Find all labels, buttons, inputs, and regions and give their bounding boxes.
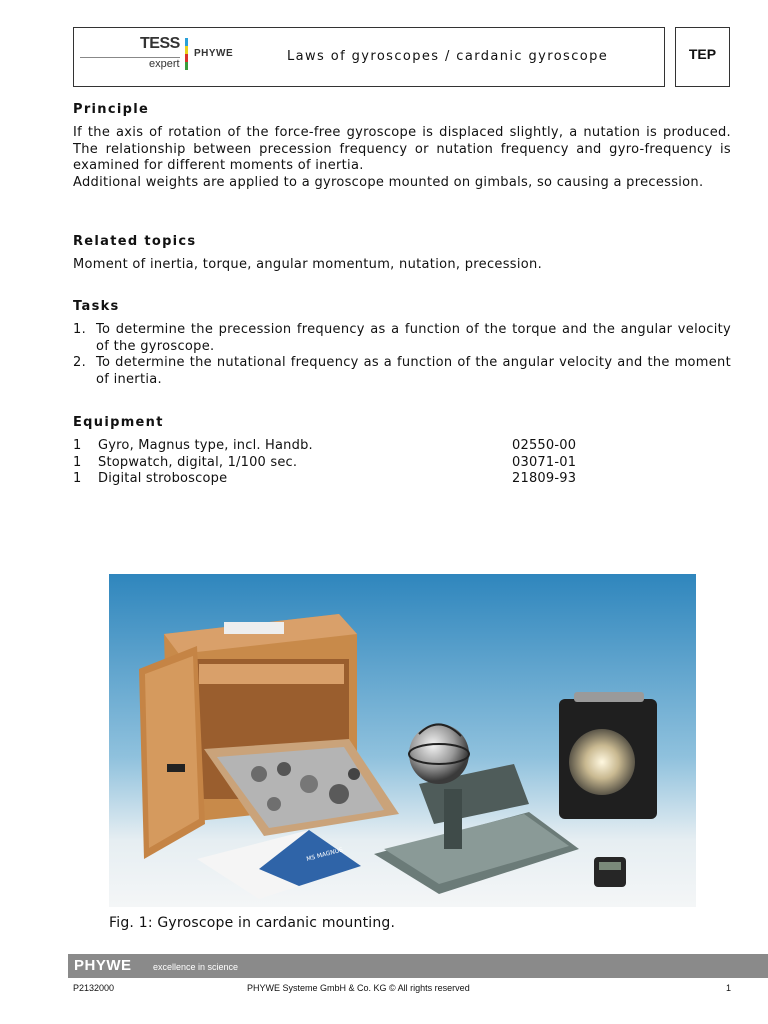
related-heading: Related topics xyxy=(73,234,197,249)
task-text: To determine the nutational frequency as a function of the angular velocity and the moment of inertia. xyxy=(96,355,731,387)
footer-bar xyxy=(68,954,768,978)
logo-color-bar xyxy=(185,38,188,70)
gyroscope-photo xyxy=(109,574,696,907)
phywe-logo: PHYWE xyxy=(194,48,234,59)
figure-caption: Fig. 1: Gyroscope in cardanic mounting. xyxy=(109,915,396,931)
equipment-row xyxy=(73,438,731,455)
header-box xyxy=(73,27,665,87)
document-id: P2132000 xyxy=(73,983,115,993)
tasks-section xyxy=(73,299,731,388)
tess-logo: TESS xyxy=(140,35,180,52)
copyright-notice: PHYWE Systeme GmbH & Co. KG © All rights reserved xyxy=(247,983,470,993)
principle-heading: Principle xyxy=(73,102,150,117)
task-item xyxy=(73,355,731,388)
task-item xyxy=(73,322,731,355)
principle-text-2: Additional weights are applied to a gyroscope mounted on gimbals, so causing a precession. xyxy=(73,174,704,190)
related-section xyxy=(73,234,731,274)
tess-logo-sub: expert xyxy=(149,58,180,70)
equipment-qty: 1 xyxy=(73,454,82,470)
equipment-name: Digital stroboscope xyxy=(98,471,228,486)
equipment-row xyxy=(73,455,731,472)
related-text: Moment of inertia, torque, angular momentum, nutation, precession. xyxy=(73,257,542,272)
principle-text: If the axis of rotation of the force-free gyroscope is displaced slightly, a nutation is produced. The relationship between precession frequency or nutation frequency and gyro-frequency is examined for different moments of inertia. xyxy=(73,125,731,173)
equipment-code: 21809-93 xyxy=(512,471,577,486)
equipment-code: 03071-01 xyxy=(512,454,577,470)
gyroscope-photo-illustration xyxy=(109,574,696,907)
equipment-heading: Equipment xyxy=(73,415,164,430)
task-text: To determine the precession frequency as a function of the torque and the angular velocity of the gyroscope. xyxy=(96,322,731,354)
equipment-name: Gyro, Magnus type, incl. Handb. xyxy=(98,438,313,453)
page-number: 1 xyxy=(726,983,732,993)
task-number: 1. xyxy=(73,322,87,337)
tep-label: TEP xyxy=(688,46,717,62)
footer-phywe-logo: PHYWE xyxy=(74,957,132,974)
equipment-section xyxy=(73,415,731,488)
task-number: 2. xyxy=(73,355,87,370)
equipment-name: Stopwatch, digital, 1/100 sec. xyxy=(98,454,298,470)
equipment-list xyxy=(73,438,731,488)
tasks-list xyxy=(73,322,731,388)
booklet-label: MS MAGNUS xyxy=(305,846,344,863)
tasks-heading: Tasks xyxy=(73,299,120,314)
document-title: Laws of gyroscopes / cardanic gyroscope xyxy=(287,49,609,64)
principle-section xyxy=(73,102,731,191)
footer-tagline: excellence in science xyxy=(153,962,239,972)
tep-box xyxy=(675,27,730,87)
equipment-code: 02550-00 xyxy=(512,438,577,453)
equipment-qty: 1 xyxy=(73,471,82,486)
equipment-qty: 1 xyxy=(73,438,82,453)
equipment-row xyxy=(73,471,731,488)
